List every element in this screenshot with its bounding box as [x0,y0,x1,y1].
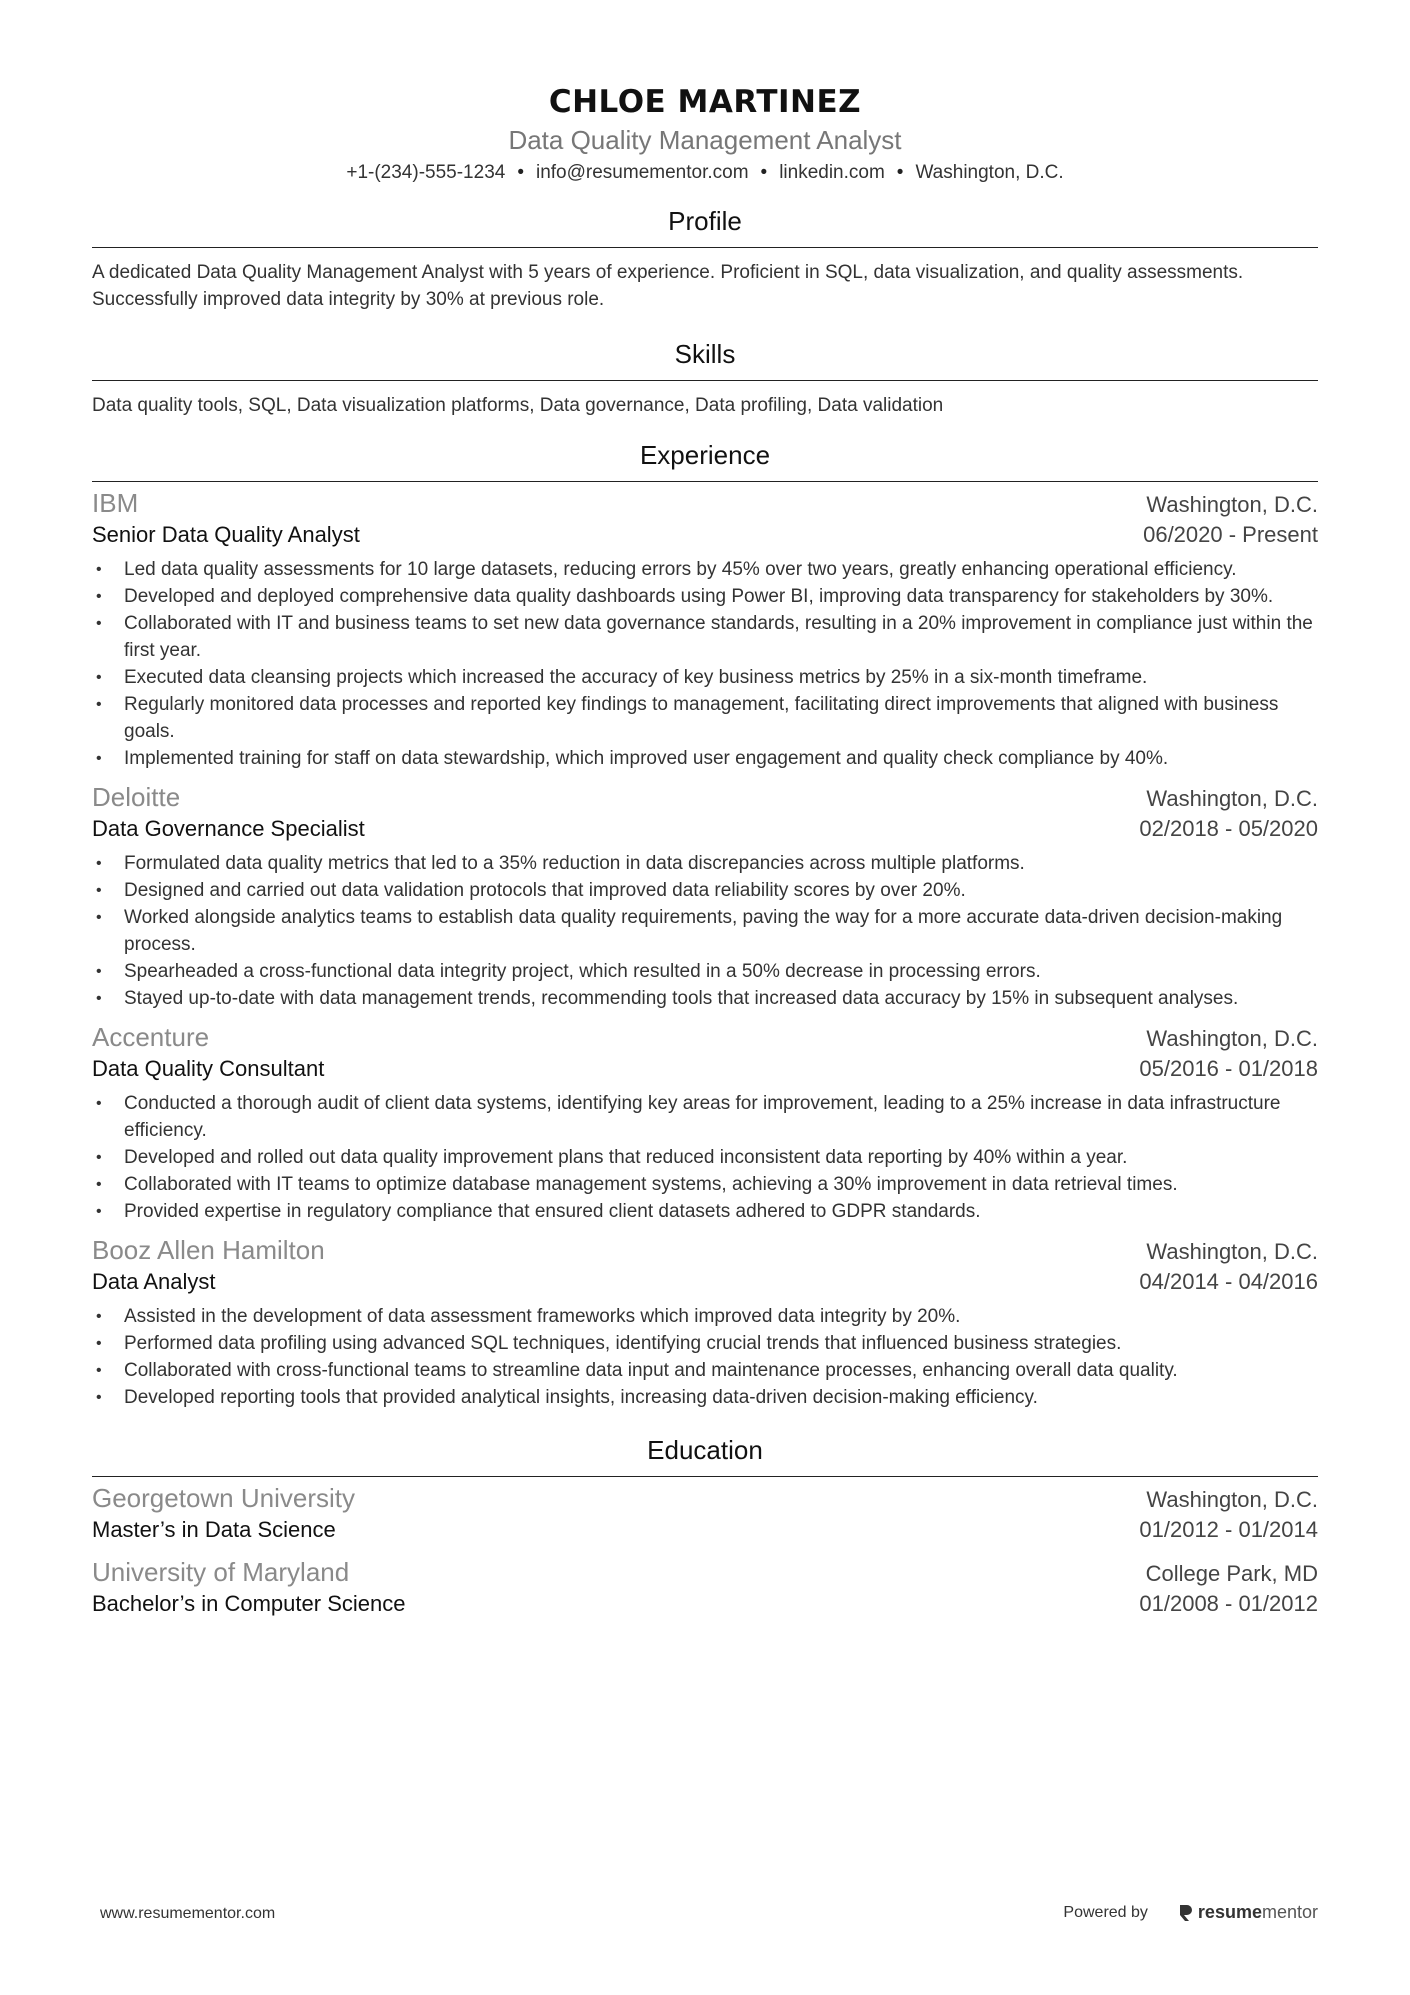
bullet-item: • Provided expertise in regulatory compliance that ensured client datasets adhered to GDPR standards. [92,1198,1318,1225]
bullet-item: • Regularly monitored data processes and reported key findings to management, facilitating direct improvements that aligned with business goals. [92,691,1318,745]
bullet-item: • Worked alongside analytics teams to establish data quality requirements, paving the way for a more accurate data-driven decision-making process. [92,904,1318,958]
section-divider [92,1476,1318,1477]
bullet-item: • Implemented training for staff on data stewardship, which improved user engagement and quality check compliance by 40%. [92,745,1318,772]
job-company: Accenture [92,1022,210,1052]
degree-name: Bachelor’s in Computer Science [92,1591,406,1616]
job-role: Data Governance Specialist [92,816,365,841]
job-dates: 06/2020 - Present [1143,522,1318,547]
contact-line [92,160,1318,186]
profile-section [92,204,1318,313]
job-entry [92,1233,1318,1411]
skills-section [92,337,1318,419]
experience-heading: Experience [639,440,771,470]
job-location: Washington, D.C. [1146,1239,1318,1264]
bullet-item: • Designed and carried out data validation protocols that improved data reliability scores by over 20%. [92,877,1318,904]
resume-header [92,0,1318,186]
contact-location: Washington, D.C. [915,162,1064,183]
candidate-title: Data Quality Management Analyst [508,125,902,155]
bullet-item: • Stayed up-to-date with data management trends, recommending tools that increased data accuracy by 15% in subsequent analyses. [92,985,1318,1012]
school-location: Washington, D.C. [1146,1487,1318,1512]
job-bullets [92,556,1318,772]
brand-name-bold: resume [1197,1902,1262,1922]
separator-dot: • [517,162,524,183]
job-bullets [92,850,1318,1012]
education-dates: 01/2008 - 01/2012 [1139,1591,1318,1616]
job-bullets [92,1303,1318,1411]
section-divider [92,247,1318,248]
job-location: Washington, D.C. [1146,1026,1318,1051]
separator-dot: • [760,162,768,183]
bullet-item: • Formulated data quality metrics that led to a 35% reduction in data discrepancies across multiple platforms. [92,850,1318,877]
contact-linkedin[interactable]: linkedin.com [779,162,885,183]
contact-phone: +1-(234)-555-1234 [346,162,506,183]
job-company: IBM [92,488,139,518]
section-divider [92,481,1318,482]
education-entry [92,1555,1318,1619]
job-location: Washington, D.C. [1146,492,1318,517]
degree-name: Master’s in Data Science [92,1517,336,1542]
bullet-item: • Collaborated with IT and business teams to set new data governance standards, resulting in a 20% improvement in compliance just within the first year. [92,610,1318,664]
brand-name-light: mentor [1261,1902,1318,1922]
experience-section [92,438,1318,1411]
bullet-item: • Led data quality assessments for 10 large datasets, reducing errors by 45% over two years, greatly enhancing operational efficiency. [92,556,1318,583]
bullet-item: • Performed data profiling using advanced SQL techniques, identifying crucial trends that influenced business strategies. [92,1330,1318,1357]
school-location: College Park, MD [1145,1561,1318,1586]
education-section [92,1433,1318,1619]
job-role: Data Analyst [92,1269,216,1294]
powered-by-label: Powered by [1063,1903,1148,1921]
separator-dot: • [896,162,904,183]
job-role: Senior Data Quality Analyst [92,522,360,547]
profile-heading: Profile [668,206,742,236]
skills-heading: Skills [674,339,736,369]
page-footer [0,1902,1410,1935]
contact-email[interactable]: info@resumementor.com [535,162,749,183]
brand-logo[interactable] [1178,1902,1318,1923]
job-dates: 04/2014 - 04/2016 [1139,1269,1318,1294]
bullet-item: • Collaborated with cross-functional teams to streamline data input and maintenance processes, enhancing overall data quality. [92,1357,1318,1384]
job-dates: 05/2016 - 01/2018 [1139,1056,1318,1081]
bullet-item: • Collaborated with IT teams to optimize database management systems, achieving a 30% improvement in data retrieval times. [92,1171,1318,1198]
bullet-item: • Conducted a thorough audit of client data systems, identifying key areas for improvement, leading to a 25% increase in data infrastructure efficiency. [92,1090,1318,1144]
job-entry [92,780,1318,1012]
school-name: Georgetown University [92,1483,355,1513]
education-entry [92,1481,1318,1545]
footer-website-link[interactable]: www.resumementor.com [100,1905,276,1922]
job-company: Booz Allen Hamilton [92,1235,325,1265]
bullet-item: • Assisted in the development of data assessment frameworks which improved data integrity by 20%. [92,1303,1318,1330]
education-heading: Education [647,1435,763,1465]
job-location: Washington, D.C. [1146,786,1318,811]
education-dates: 01/2012 - 01/2014 [1139,1517,1318,1542]
profile-text: A dedicated Data Quality Management Analyst with 5 years of experience. Proficient in SQL, data visualization, and quality assessments. Successfully improved data integrity by 30% at previous role. [92,262,1244,310]
candidate-name: CHLOE MARTINEZ [548,84,862,120]
school-name: University of Maryland [92,1557,350,1587]
resumementor-logo-icon [1178,1903,1194,1923]
bullet-item: • Developed reporting tools that provided analytical insights, increasing data-driven decision-making efficiency. [92,1384,1318,1411]
bullet-item: • Spearheaded a cross-functional data integrity project, which resulted in a 50% decrease in processing errors. [92,958,1318,985]
section-divider [92,380,1318,381]
skills-text: Data quality tools, SQL, Data visualization platforms, Data governance, Data profiling, Data validation [92,395,944,416]
bullet-item: • Developed and deployed comprehensive data quality dashboards using Power BI, improving data transparency for stakeholders by 30%. [92,583,1318,610]
job-entry [92,486,1318,772]
job-role: Data Quality Consultant [92,1056,325,1081]
bullet-item: • Developed and rolled out data quality improvement plans that reduced inconsistent data reporting by 40% within a year. [92,1144,1318,1171]
job-dates: 02/2018 - 05/2020 [1139,816,1318,841]
job-bullets [92,1090,1318,1225]
job-entry [92,1020,1318,1225]
powered-by [1063,1902,1318,1923]
job-company: Deloitte [92,782,181,812]
bullet-item: • Executed data cleansing projects which increased the accuracy of key business metrics by 25% in a six-month timeframe. [92,664,1318,691]
